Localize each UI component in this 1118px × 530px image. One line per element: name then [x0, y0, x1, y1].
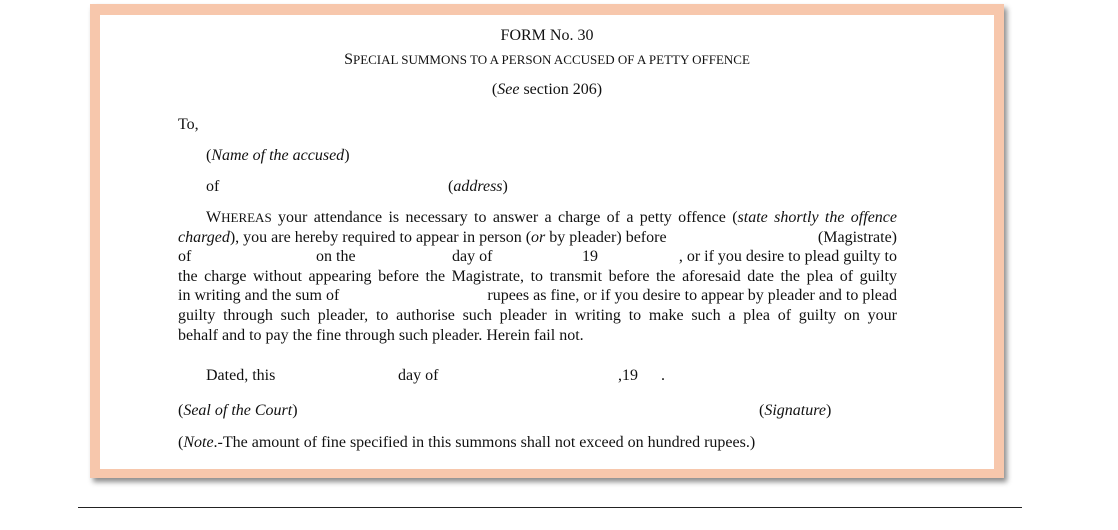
- whereas-paragraph: [178, 208, 897, 345]
- form-frame: [90, 4, 1004, 478]
- paragraph-line: guilty through such pleader, to authorise such pleader in writing to make such a plea of guilty on your: [178, 306, 897, 324]
- dated-this: Dated, this: [206, 367, 276, 384]
- paragraph-line: of on the day of 19 , or if you desire to plead guilty to: [178, 248, 897, 266]
- paragraph-line: the charge without appearing before the Magistrate, to transmit before the aforesaid date the plea of guilty: [178, 267, 897, 285]
- form-page: [100, 15, 994, 469]
- paragraph-line: in writing and the sum of rupees as fine, or if you desire to appear by pleader and to plead: [178, 287, 897, 305]
- form-title: FORM No. 30: [500, 27, 594, 44]
- accused-name-line: (Name of the accused): [206, 147, 350, 164]
- section-reference: (See section 206): [491, 81, 603, 98]
- note-line: (Note.-The amount of fine specified in this summons shall not exceed on hundred rupees.): [178, 434, 756, 451]
- seal-of-court: (Seal of the Court): [178, 402, 298, 419]
- dated-dot: .: [661, 367, 665, 384]
- address-label: (address): [448, 178, 508, 195]
- to-line: To,: [178, 116, 199, 133]
- signature-label: (Signature): [759, 402, 832, 419]
- of-label: of: [206, 178, 220, 195]
- bottom-rule: [78, 507, 1022, 508]
- paragraph-line: behalf and to pay the fine through such pleader. Herein fail not.: [178, 326, 584, 344]
- paragraph-line: charged), you are hereby required to appear in person (or by pleader) before (Magistrate): [178, 228, 897, 246]
- dated-day-of: day of: [398, 367, 439, 384]
- dated-year: ,19: [618, 367, 638, 384]
- paragraph-line: WHEREAS your attendance is necessary to answer a charge of a petty offence (state shortly the offence: [206, 209, 898, 226]
- form-subtitle: SPECIAL SUMMONS TO A PERSON ACCUSED OF A PETTY OFFENCE: [344, 51, 750, 68]
